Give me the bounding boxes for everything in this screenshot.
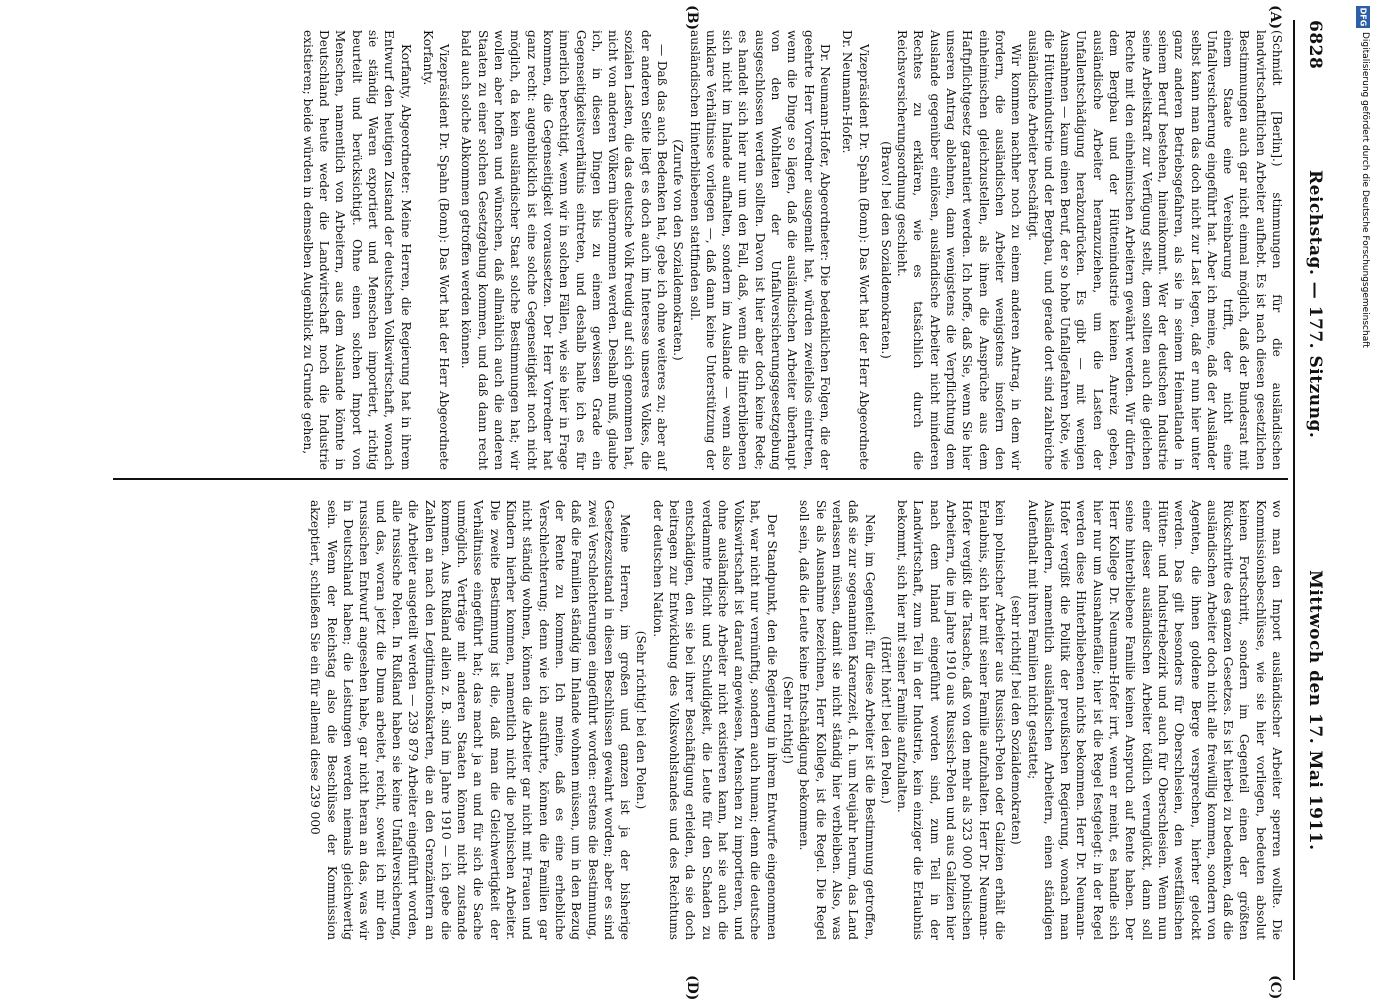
paragraph: Meine Herren, im großen und ganzen ist ja der bisherige Gesetzeszustand in diesen Beschlüssen gewahrt worden; aber es sind zwei Verschlechterungen eingeführt worden: erstens die Bestimmung, daß die Familien ständig im Inlande wohnen müssen, um in den Bezug der Rente zu kommen. Ich meine, daß es eine erhebliche Verschlechterung; denn wie ich ausführte, können die Familien gar nicht ständig wohnen, können die Arbeiter gar nicht mit Frauen und Kindern hierher kommen, namentlich nicht die polnischen Arbeiter. Die zweite Bestimmung ist die, daß man die Gleichwertigkeit der Verhältnisse eingeführt hat; das macht ja an und für sich die Sache unmöglich. Verträge mit anderen Staaten können nicht zustande kommen. Aus Rußland allein z. B. sind im Jahre 1910 — ich gebe die Zahlen an nach den Legitimationskarten, die an den Grenzämtern an die Arbeiter ausgeteilt werden — 239 879 Arbeiter eingeführt worden, alle russische Polen. In Rußland haben sie keine Unfallversicherung, und das, woran jetzt die Duma arbeitet, reicht, soweit ich mir den russischen Entwurf angesehen habe, gar nicht heran an das, was wir in Deutschland haben; die Leistungen werden niemals gleichwertig sein. Wenn der Reichstag also die Beschlüsse der Kommission akzeptiert, schließen Sie ein für allemal diese 239 000	[308, 500, 633, 940]
paragraph: Nein, im Gegenteil: für diese Arbeiter ist die Bestimmung getroffen, daß sie zur sogenannten Karenzzeit, d. h. um Neujahr herum, das Land verlassen müssen, damit sie nicht ständig hier verbleiben. Also, was Sie als Ausnahme bezeichnen, Herr Kollege, ist die Regel. Die Regel soll sein, daß die Leute keine Entschädigung bekommen.	[797, 500, 877, 940]
left-column	[299, 30, 1285, 470]
interjection: (Hört! hört! bei den Polen.)	[878, 636, 893, 804]
right-column	[307, 500, 1285, 940]
page-number: 6828	[1305, 20, 1325, 70]
margin-marker-a: (A)	[1267, 5, 1283, 30]
paragraph: wo man den Import ausländischer Arbeiter sperren wollte. Die Kommissionsbeschlüsse, wie sie hier vorliegen, bedeuten absolut keinen Fortschritt, sondern im Gegenteil einen der größten Rückschritte des ganzen Gesetzes. Es ist hierbei zu bedenken, daß die ausländischen Arbeiter doch nicht alle freiwillig kommen, sondern von Agenten, die ihnen goldene Berge versprechen, hierher gelockt werden. Das gilt besonders für Oberschlesien, den westfälischen Hütten- und Industriebezirk und auch für Oberschlesien. Wenn nun einer dieser ausländischen Arbeiter tödlich verunglückt, dann soll seine hinterbliebene Familie keinen Anspruch auf Rente haben. Der Herr Kollege Dr. Neumann-Hofer irrt, wenn er meint, es handle sich hier nur um Ausnahmefälle; hier ist die Regel festgelegt: in der Regel werden diese Hinterbliebenen nichts bekommen. Herr Dr. Neumann-Hofer vergißt die Politik der preußischen Regierung, wonach man Ausländern, namentlich ausländischen Arbeitern, einen ständigen Aufenthalt mit ihren Familien nicht gestattet;	[1025, 500, 1284, 940]
interjection: (Sehr richtig! bei den Polen.)	[634, 630, 649, 810]
margin-marker-b: (B)	[684, 5, 700, 31]
speaker-announcement: Vizepräsident Dr. Spahn (Bonn): Das Wort hat der Herr Abgeordnete Dr. Neumann-Hofer.	[840, 30, 871, 470]
margin-marker-c: (C)	[1267, 975, 1283, 1000]
paragraph: kein polnischer Arbeiter aus Russisch-Polen oder Galizien erhält die Erlaubnis, sich hier mit seiner Familie aufzuhalten. Herr Dr. Neumann-Hofer vergißt die Tatsache, daß von den mehr als 323 000 polnischen Arbeitern, die im Jahre 1910 aus Russisch-Polen und aus Galizien hier nach dem Inland eingeführt worden sind, zum Teil in der Landwirtschaft, zum Teil in der Industrie, kein einziger die Erlaubnis bekommt, sich hier mit seiner Familie aufzuhalten.	[895, 500, 1007, 940]
paragraph: Korfanty, Abgeordneter: Meine Herren, die Regierung hat in ihrem Entwurf den heutigen Zustand der deutschen Volkswirtschaft, wonach sie ständig Waren exportiert und Menschen importiert, richtig beurteilt und berücksichtigt. Ohne einen solchen Import von Menschen, namentlich von Arbeitern, aus dem Auslande könnte in Deutschland heute weder die Landwirtschaft noch die Industrie existieren; beide würden in demselben Augenblick zu Grunde gehen,	[300, 30, 413, 470]
interjection: (sehr richtig! bei den Sozialdemokraten)	[1009, 595, 1024, 845]
paragraph: Der Standpunkt, den die Regierung in ihrem Entwurfe eingenommen hat, war nicht nur vernünftig, sondern auch human; denn die deutsche Volkswirtschaft ist darauf angewiesen, Menschen zu importieren, und ohne ausländische Arbeiter nicht existieren kann, hat sie auch die verdammte Pflicht und Schuldigkeit, die Leute für den Schaden zu entschädigen, den sie bei ihrer Beschäftigung erleiden, da sie doch beitragen zur Entwicklung des Volkswohlstandes und des Reichtums der deutschen Nation.	[650, 500, 779, 940]
left-running-title: Reichstag. — 177. Sitzung.	[1305, 170, 1325, 439]
right-running-title: Mittwoch den 17. Mai 1911.	[1305, 570, 1325, 851]
digitization-credit-text: Digitalisierung gefördert durch die Deutsche Forschungsgemeinschaft	[1360, 32, 1370, 348]
interjection: (Zurufe von den Sozialdemokraten.)	[671, 139, 686, 361]
margin-marker-d: (D)	[684, 975, 700, 1000]
paragraph: Wir kommen nachher noch zu einem anderen Antrag, in dem wir fordern, die ausländischen Arbeiter wenigstens insofern den einheimischen gleichzustellen, als ihnen die Ansprüche aus dem Haftpflichtgesetz garantiert werden. Ich hoffe, daß Sie, wenn Sie hier unseren Antrag ablehnen, dann wenigstens die Verpflichtung dem Auslande gegenüber einlösen, ausländische Arbeiter nicht minderen Rechtes zu erklären, wie es tatsächlich durch die Reichsversicherungsordnung geschieht.	[895, 30, 1024, 470]
speaker-announcement: Vizepräsident Dr. Spahn (Bonn): Das Wort hat der Herr Abgeordnete Korfanty.	[420, 30, 452, 470]
column-divider	[113, 478, 1288, 480]
paragraph: — Daß das auch Bedenken hat, gebe ich ohne weiteres zu; aber auf der anderen Seite liegt es doch auch im Interesse unseres Volkes, die sozialen Lasten, die das deutsche Volk freudig auf sich genommen hat, nicht von anderen Völkern übernommen werden. Deshalb muß, glaube ich, in diesen Dingen bis zu einem gewissen Grade ein Gegenseitigkeitsverhältnis eintreten, und deshalb halte ich es für innerlich berechtigt, wenn wir in solchen Fällen, wie sie hier in Frage kommen, die Gegenseitigkeit voraussetzen. Der Herr Vorredner hat ganz recht: augenblicklich ist eine solche Gegenseitigkeit noch nicht möglich, da kein ausländischer Staat solche Bestimmungen hat; wir wollen aber hoffen und wünschen, daß allmählich auch die anderen Staaten zu einer solchen Gesetzgebung kommen, und daß dann recht bald auch solche Abkommen getroffen werden können.	[459, 30, 670, 470]
interjection: (Bravo! bei den Sozialdemokraten.)	[878, 141, 893, 359]
dfg-logo-badge[interactable]	[1356, 6, 1370, 28]
dfg-logo-text: DFG	[1358, 7, 1368, 27]
paragraph: Dr. Neumann-Hofer, Abgeordneter: Die bedenklichen Folgen, die der geehrte Herr Vorredner ausgemalt hat, würden zweifellos eintreten, wenn die Dinge so lägen, daß die ausländischen Arbeiter überhaupt von den Wohltaten der Unfallversicherungsgesetzgebung ausgeschlossen werden sollten. Davon ist hier aber doch keine Rede; es handelt sich hier nur um den Fall, daß, wenn die Hinterbliebenen sich nicht im Inlande aufhalten, sondern im Auslande — wenn also unklare Verhältnisse vorliegen —, daß dann keine Unterstützung der ausländischen Hinterbliebenen stattfinden soll.	[687, 30, 832, 470]
paragraph: (Schmidt [Berlin].) stimmungen für die ausländischen landwirtschaftlichen Arbeiter aufhebt. Es ist nach diesen gesetzlichen Bestimmungen auch gar nicht einmal möglich, daß der Bundesrat mit einem Staate eine Vereinbarung trifft, der nicht eine Unfallversicherung eingeführt hat. Aber ich meine, daß der Ausländer selbst kann man das doch nicht zur Last legen, daß er nun hier unter ganz anderen Betriebsgefahren, als sie in seinem Heimatlande in seinem Beruf bestehen, hineinkommt. Wer der deutschen Industrie seine Arbeitskraft zur Verfügung stellt, dem sollten auch die gleichen Rechte mit den einheimischen Arbeitern gewährt werden. Wir dürfen dem Bergbau und der Hüttenindustrie keinen Anreiz geben, ausländische Arbeiter heranzuziehen, um die Lasten der Unfallentschädigung herabzudrücken. Es gibt — mit wenigen Ausnahmen — kaum einen Beruf, der so hohe Unfallgefahren böte, wie die Hüttenindustrie und der Bergbau, und gerade dort sind zahlreiche ausländische Arbeiter beschäftigt.	[1025, 30, 1284, 470]
digitization-credit	[1356, 32, 1370, 532]
header-rule	[1293, 20, 1295, 980]
interjection: (Sehr richtig!)	[781, 676, 796, 764]
